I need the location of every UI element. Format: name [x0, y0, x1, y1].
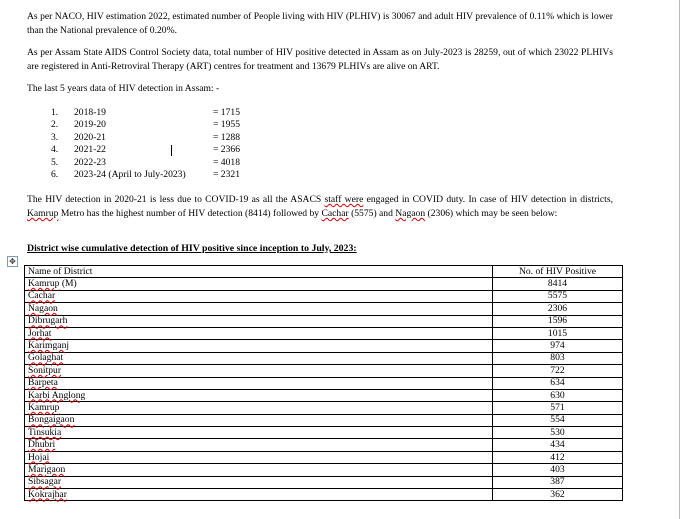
- paragraph-covid: [27, 193, 613, 221]
- count-cell: 803: [493, 352, 623, 364]
- list-item-number: 3.: [51, 131, 59, 143]
- table-row: [25, 464, 623, 476]
- list-item-year: 2018-19: [74, 107, 106, 118]
- district-name: Cachar: [28, 290, 56, 302]
- list-item-number: 1.: [51, 107, 59, 118]
- spelling-flagged-text[interactable]: Cachar: [321, 208, 349, 219]
- count-cell: 571: [493, 402, 623, 414]
- district-table: [24, 265, 623, 501]
- table-header-row: [25, 266, 623, 278]
- list-item-year: 2019-20: [74, 119, 106, 131]
- list-item-value: = 2321: [213, 168, 240, 180]
- list-item-value: = 2366: [213, 144, 240, 156]
- spelling-flagged-text[interactable]: Kamrup: [27, 208, 59, 219]
- text-cursor[interactable]: [171, 145, 172, 156]
- table-row: [25, 402, 623, 414]
- district-name: Karbi Anglong: [28, 389, 86, 401]
- list-item-year: 2020-21: [74, 131, 106, 143]
- count-cell: 412: [493, 451, 623, 463]
- district-cell: [25, 327, 493, 339]
- table-row: [25, 303, 623, 315]
- list-item-value: = 4018: [213, 156, 240, 168]
- district-name: Sonitpur: [28, 364, 62, 376]
- hiv-detection-list: [51, 107, 251, 181]
- list-item-number: 2.: [51, 119, 59, 131]
- list-item: [51, 132, 251, 144]
- list-item: [51, 157, 251, 169]
- district-name: Golaghat: [28, 352, 64, 364]
- count-cell: 8414: [493, 278, 623, 290]
- list-item: [51, 119, 251, 131]
- paragraph-naco: As per NACO, HIV estimation 2022, estimated number of People living with HIV (PLHIV) is 30067 and adult HIV prevalence of 0.11% which is lower than the National prevalence of 0.20%.: [27, 11, 613, 36]
- move-handle-icon[interactable]: ✥: [7, 256, 18, 267]
- district-cell: [25, 352, 493, 364]
- table-row: [25, 427, 623, 439]
- list-item: [51, 169, 251, 181]
- spelling-flagged-text[interactable]: Nagaon: [395, 208, 426, 219]
- table-row: [25, 377, 623, 389]
- spelling-flagged-text[interactable]: staff were: [324, 194, 364, 205]
- table-row: [25, 340, 623, 352]
- count-cell: 403: [493, 464, 623, 476]
- count-cell: 2306: [493, 303, 623, 315]
- district-cell: [25, 451, 493, 463]
- list-item-number: 6.: [51, 168, 59, 180]
- district-cell: [25, 414, 493, 426]
- district-cell: [25, 402, 493, 414]
- table-row: [25, 476, 623, 488]
- district-cell: [25, 464, 493, 476]
- count-cell: 530: [493, 427, 623, 439]
- district-cell: [25, 340, 493, 352]
- count-cell: 722: [493, 365, 623, 377]
- district-name: Nagaon: [28, 302, 58, 314]
- district-name: Sibsagar: [28, 476, 62, 488]
- district-cell: [25, 427, 493, 439]
- table-row: [25, 290, 623, 302]
- district-name: Karimganj: [28, 340, 70, 352]
- district-name: Dibrugarh: [28, 315, 68, 327]
- list-item-number: 5.: [51, 156, 59, 168]
- list-item-value: = 1715: [213, 107, 240, 118]
- text-run: (5575) and: [348, 208, 396, 219]
- text-run: The HIV detection in 2020-21 is less due to COVID-19 as all the ASACS: [27, 194, 325, 205]
- count-cell: 5575: [493, 290, 623, 302]
- district-name: Bongaigaon: [28, 414, 75, 426]
- list-item-number: 4.: [51, 144, 59, 156]
- table-heading: District wise cumulative detection of HIV positive since inception to July, 2023:: [27, 243, 357, 254]
- list-item-year: 2022-23: [74, 156, 106, 168]
- table-row: [25, 278, 623, 290]
- district-name: Hojai: [28, 451, 50, 463]
- count-cell: 387: [493, 476, 623, 488]
- count-cell: 554: [493, 414, 623, 426]
- text-run: (2306) which may be seen below:: [425, 208, 558, 219]
- district-name: Barpeta: [28, 377, 58, 389]
- table-row: [25, 327, 623, 339]
- district-cell: [25, 489, 493, 501]
- list-item: [51, 107, 251, 119]
- district-cell: [25, 303, 493, 315]
- count-cell: 1596: [493, 315, 623, 327]
- list-item-value: = 1288: [213, 131, 240, 143]
- table-row: [25, 439, 623, 451]
- district-cell: [25, 365, 493, 377]
- list-item-value: = 1955: [213, 119, 240, 131]
- column-header-district: Name of District: [25, 266, 493, 278]
- paragraph-last-5-years: The last 5 years data of HIV detection in Assam: -: [27, 83, 220, 94]
- district-suffix: (M): [59, 278, 77, 290]
- district-cell: [25, 439, 493, 451]
- district-cell: [25, 476, 493, 488]
- table-row: [25, 352, 623, 364]
- list-item-year: 2023-24 (April to July-2023): [74, 168, 186, 180]
- district-name: Kokrajhar: [28, 488, 67, 500]
- count-cell: 1015: [493, 327, 623, 339]
- count-cell: 630: [493, 389, 623, 401]
- table-row: [25, 365, 623, 377]
- district-name: Dhubri: [28, 439, 56, 451]
- district-cell: [25, 377, 493, 389]
- column-header-count: No. of HIV Positive: [493, 266, 623, 278]
- paragraph-asacs: As per Assam State AIDS Control Society data, total number of HIV positive detected in Assam as on July-2023 is 28259, out of which 23022 PLHIVs are registered in Anti-Retroviral Therapy (ART) centres for treatment and 13679 PLHIVs are alive on ART.: [27, 47, 613, 72]
- count-cell: 434: [493, 439, 623, 451]
- district-name: Tinsukia: [28, 426, 62, 438]
- count-cell: 974: [493, 340, 623, 352]
- district-cell: [25, 389, 493, 401]
- district-cell: [25, 315, 493, 327]
- text-run: engaged in COVID duty. In case of HIV detection in districts,: [363, 194, 613, 205]
- table-row: [25, 315, 623, 327]
- text-run: Metro has the highest number of HIV detection (8414) followed by: [58, 208, 322, 219]
- table-row: [25, 389, 623, 401]
- list-item: [51, 144, 251, 156]
- district-name: Kamrup: [28, 278, 60, 290]
- district-name: Kamrup: [28, 401, 60, 413]
- table-row: [25, 451, 623, 463]
- district-cell: [25, 278, 493, 290]
- table-row: [25, 414, 623, 426]
- count-cell: 362: [493, 489, 623, 501]
- district-name: Marigaon: [28, 463, 66, 475]
- district-cell: [25, 290, 493, 302]
- list-item-year: 2021-22: [74, 144, 106, 156]
- table-row: [25, 489, 623, 501]
- district-name: Jorhat: [28, 327, 52, 339]
- count-cell: 634: [493, 377, 623, 389]
